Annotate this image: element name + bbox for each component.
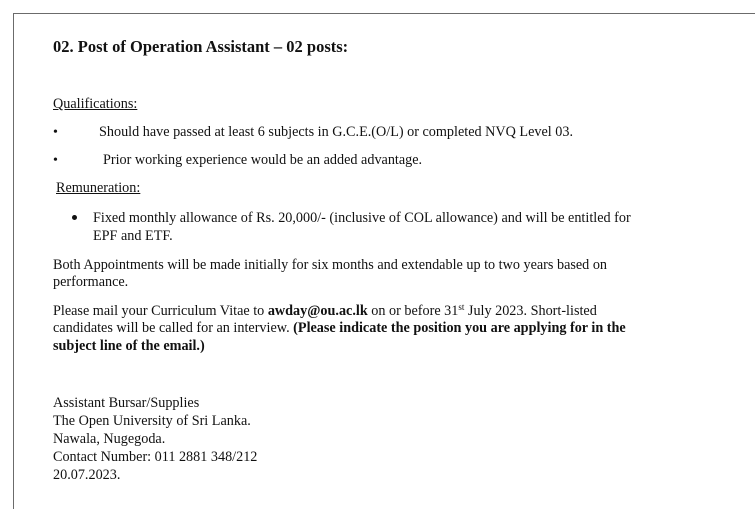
document-page bbox=[13, 13, 755, 509]
post-title: 02. Post of Operation Assistant – 02 posts: bbox=[53, 37, 349, 56]
qualification-bullet-1: • bbox=[53, 125, 58, 140]
appointments-line1: Both Appointments will be made initially for six months and extendable up to two years based on bbox=[53, 257, 608, 273]
date-suffix: st bbox=[458, 302, 465, 312]
qualifications-heading: Qualifications: bbox=[53, 96, 138, 112]
mail-line2-text: candidates will be called for an interview. bbox=[53, 320, 294, 336]
remuneration-item-line2: EPF and ETF. bbox=[93, 228, 173, 244]
signature-contact: Contact Number: 011 2881 348/212 bbox=[53, 449, 258, 465]
mail-instruction-cont: subject line of the email.) bbox=[53, 338, 205, 354]
signature-title: Assistant Bursar/Supplies bbox=[53, 395, 200, 411]
mail-line3 bbox=[53, 338, 205, 355]
qualification-item-2: Prior working experience would be an added advantage. bbox=[103, 152, 423, 168]
signature-address: Nawala, Nugegoda. bbox=[53, 431, 166, 447]
remuneration-bullet bbox=[72, 215, 77, 220]
mail-after-date: July 2023. Short-listed bbox=[464, 303, 597, 319]
signature-institution: The Open University of Sri Lanka. bbox=[53, 413, 251, 429]
signature-date: 20.07.2023. bbox=[53, 467, 121, 483]
mail-line2 bbox=[53, 320, 626, 337]
mail-instruction: (Please indicate the position you are applying for in the bbox=[293, 320, 626, 336]
remuneration-heading: Remuneration: bbox=[56, 180, 141, 196]
contact-email: awday@ou.ac.lk bbox=[267, 303, 368, 319]
appointments-line2: performance. bbox=[53, 274, 129, 290]
qualification-bullet-2: • bbox=[53, 153, 58, 168]
mail-prefix: Please mail your Curriculum Vitae to bbox=[53, 303, 268, 319]
mail-deadline: on or before 31 bbox=[367, 303, 459, 319]
mail-line1 bbox=[53, 303, 597, 320]
qualification-item-1: Should have passed at least 6 subjects in G.C.E.(O/L) or completed NVQ Level 03. bbox=[99, 124, 573, 140]
remuneration-item-line1: Fixed monthly allowance of Rs. 20,000/- (inclusive of COL allowance) and will be entitled for bbox=[93, 210, 631, 226]
